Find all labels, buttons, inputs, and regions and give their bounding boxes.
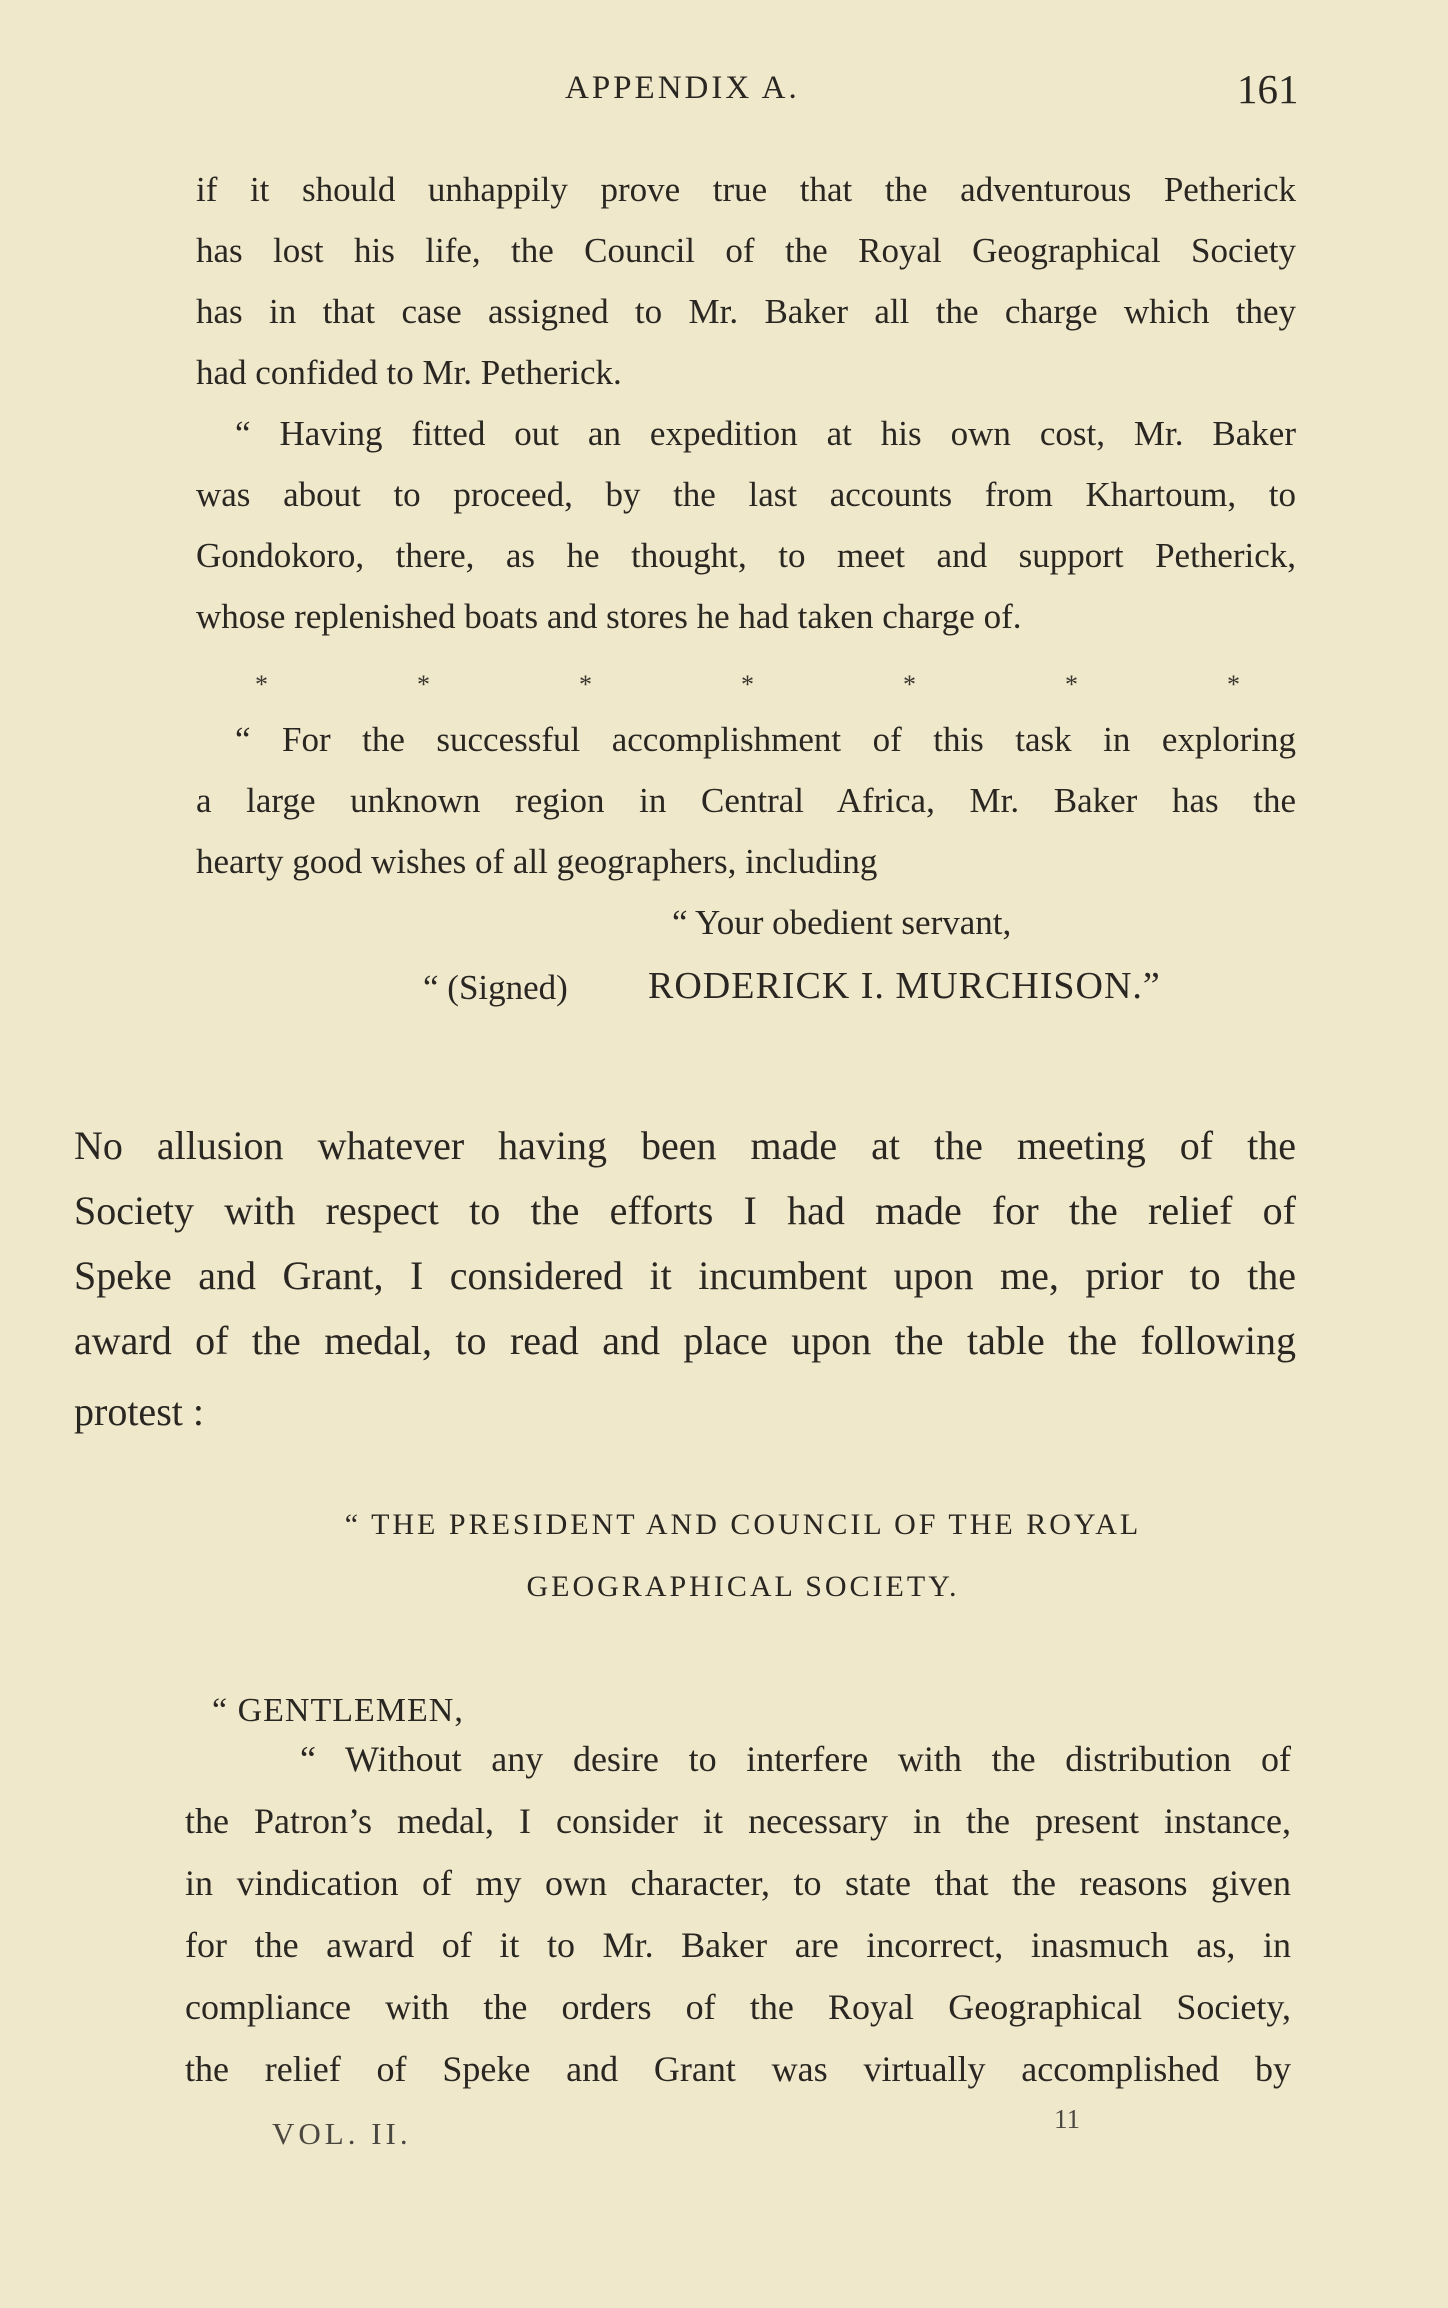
closing-line: “ Your obedient servant, xyxy=(672,903,1012,942)
text-line: was about to proceed, by the last accounts from Khartoum, to xyxy=(196,475,1296,514)
running-title: APPENDIX A. xyxy=(565,70,800,106)
text-line: if it should unhappily prove true that the adventurous Petherick xyxy=(196,170,1296,209)
text-line: in vindication of my own character, to state that the reasons given xyxy=(185,1863,1291,1903)
signatory-name: RODERICK I. MURCHISON.” xyxy=(648,965,1161,1007)
signature-mark: 11 xyxy=(1054,2104,1080,2134)
asterisk: * xyxy=(741,670,754,699)
text-line: has lost his life, the Council of the Royal Geographical Society xyxy=(196,231,1296,270)
text-line: whose replenished boats and stores he had taken charge of. xyxy=(196,597,1022,636)
text-line: Society with respect to the efforts I had made for the relief of xyxy=(74,1188,1296,1233)
text-line: compliance with the orders of the Royal Geographical Society, xyxy=(185,1987,1291,2027)
address-heading: “ THE PRESIDENT AND COUNCIL OF THE ROYAL xyxy=(344,1508,1142,1541)
volume-mark: VOL. II. xyxy=(272,2116,412,2151)
text-line: for the award of it to Mr. Baker are incorrect, inasmuch as, in xyxy=(185,1925,1291,1965)
text-line: had confided to Mr. Petherick. xyxy=(196,353,622,392)
section-break-asterisks xyxy=(255,670,1240,700)
asterisk: * xyxy=(417,670,430,699)
salutation: “ GENTLEMEN, xyxy=(212,1692,464,1729)
text-line: protest : xyxy=(74,1389,204,1434)
asterisk: * xyxy=(1227,670,1240,699)
text-line: “ For the successful accomplishment of this task in exploring xyxy=(235,720,1296,759)
signed-prefix: “ (Signed) xyxy=(423,968,568,1007)
text-line: hearty good wishes of all geographers, including xyxy=(196,842,878,881)
text-line: No allusion whatever having been made at the meeting of the xyxy=(74,1123,1296,1168)
text-line: has in that case assigned to Mr. Baker all the charge which they xyxy=(196,292,1296,331)
asterisk: * xyxy=(579,670,592,699)
text-line: award of the medal, to read and place upon the table the following xyxy=(74,1318,1296,1363)
text-line: the relief of Speke and Grant was virtually accomplished by xyxy=(185,2049,1291,2089)
address-heading-society: GEOGRAPHICAL SOCIETY. xyxy=(526,1570,960,1603)
text-line: a large unknown region in Central Africa, Mr. Baker has the xyxy=(196,781,1296,820)
text-line: the Patron’s medal, I consider it necessary in the present instance, xyxy=(185,1801,1291,1841)
text-line: Speke and Grant, I considered it incumbent upon me, prior to the xyxy=(74,1253,1296,1298)
text-line: “ Having fitted out an expedition at his own cost, Mr. Baker xyxy=(235,414,1296,453)
page-number: 161 xyxy=(1237,66,1299,112)
asterisk: * xyxy=(903,670,916,699)
text-line: Gondokoro, there, as he thought, to meet and support Petherick, xyxy=(196,536,1296,575)
asterisk: * xyxy=(255,670,268,699)
asterisk: * xyxy=(1065,670,1078,699)
text-line: “ Without any desire to interfere with the distribution of xyxy=(300,1739,1291,1779)
